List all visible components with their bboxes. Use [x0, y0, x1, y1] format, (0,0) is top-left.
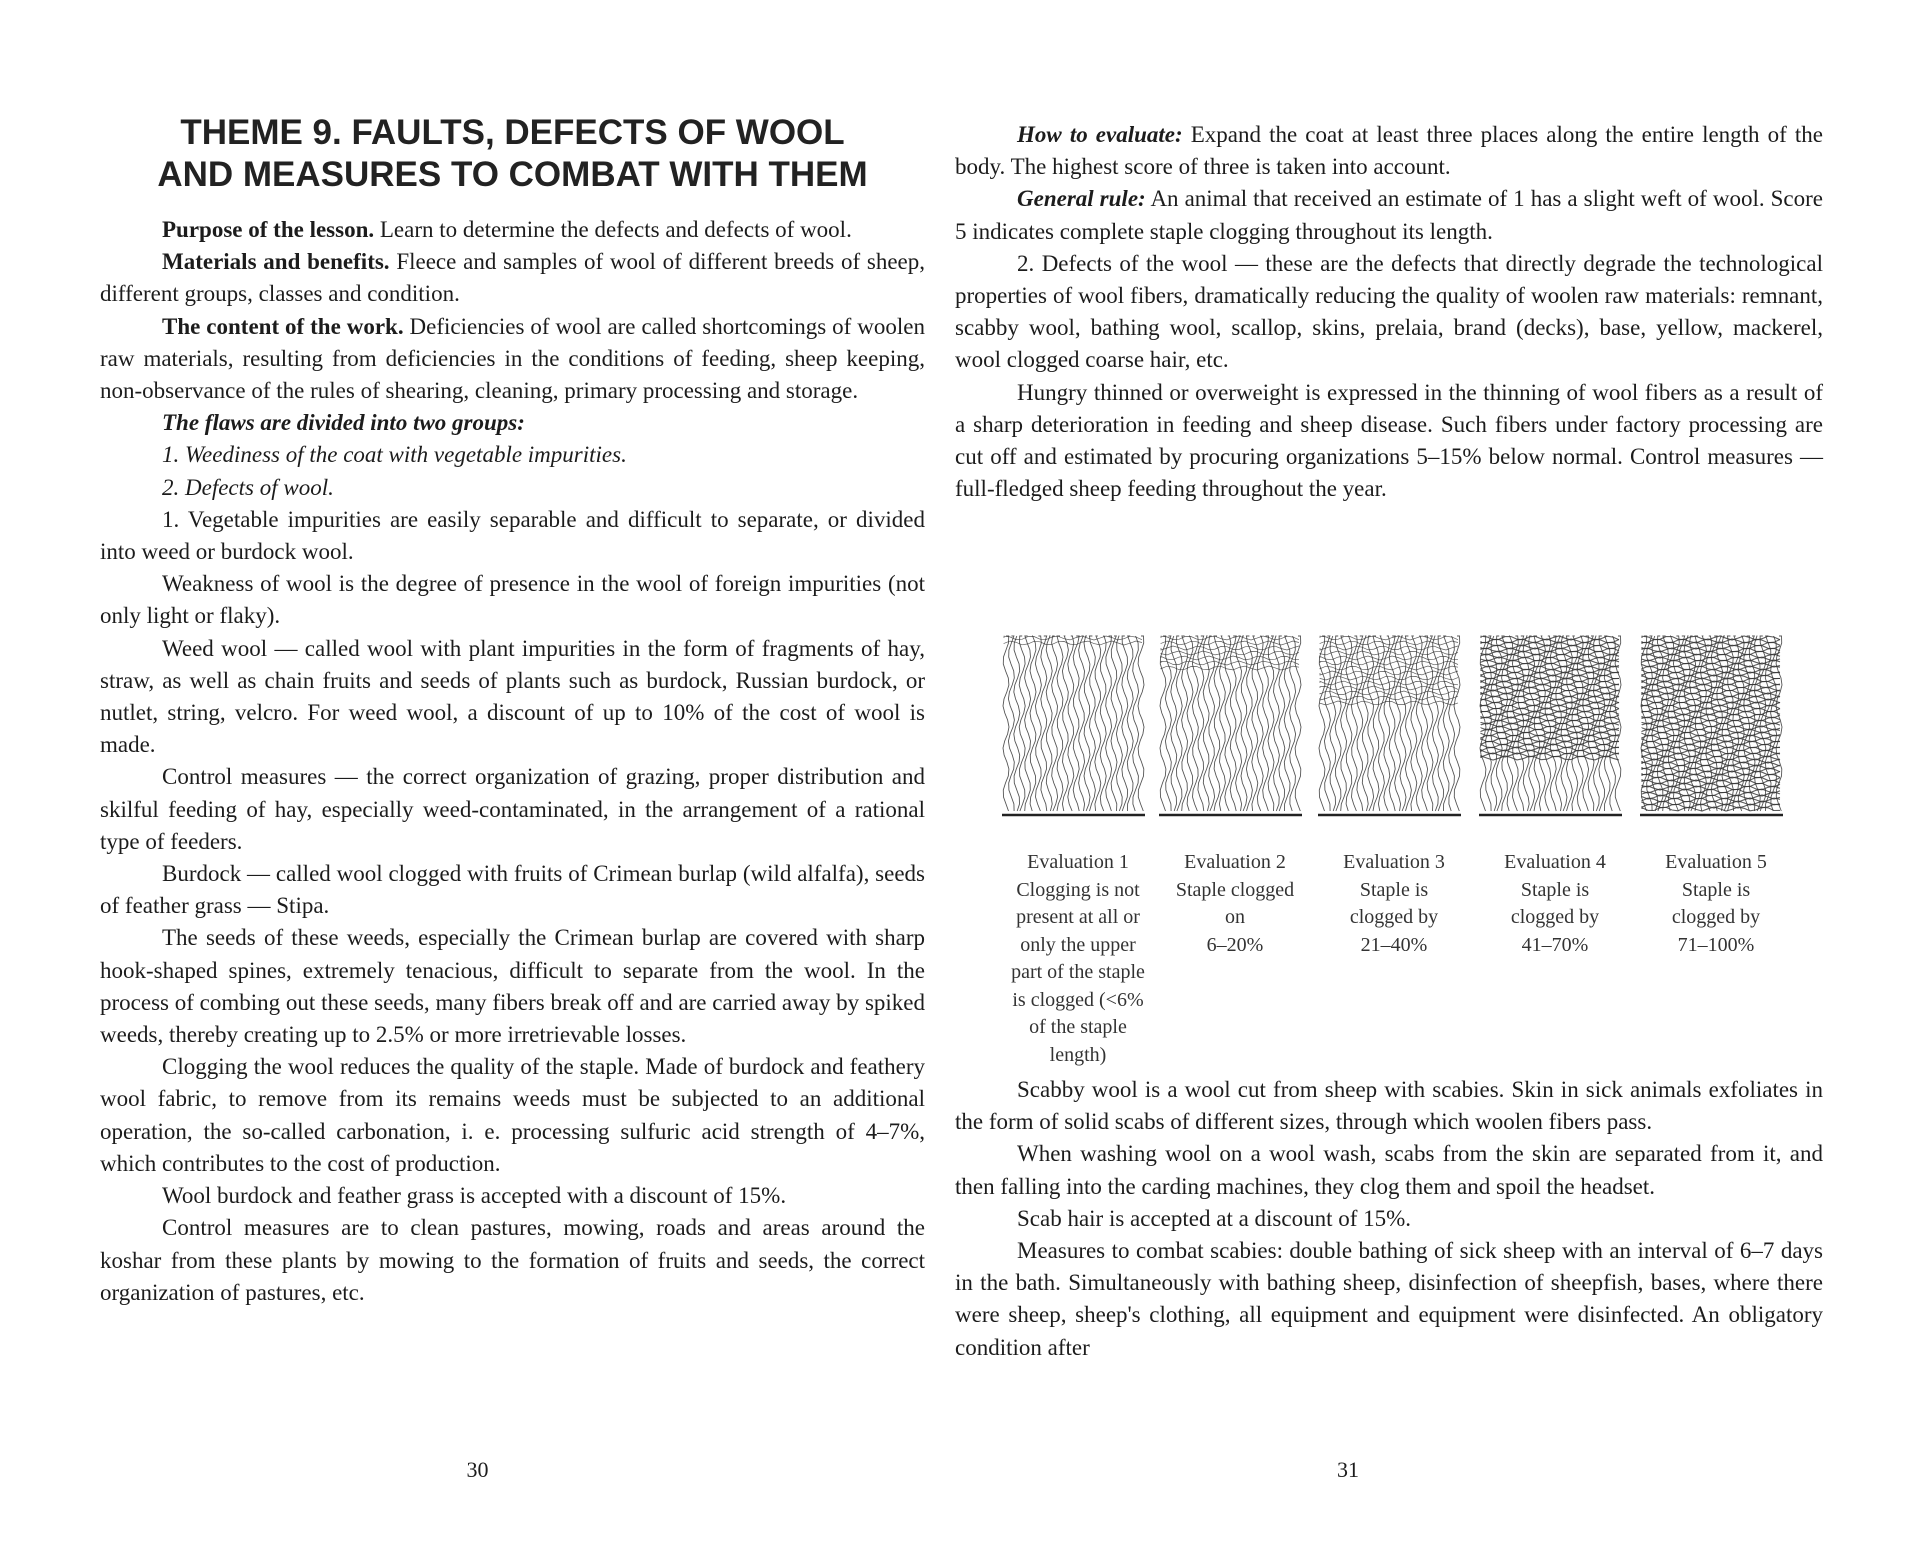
content-label: The content of the work.: [162, 313, 404, 339]
evaluation-line: is clogged (<6%: [1012, 988, 1144, 1011]
staple-fiber: [1236, 636, 1242, 811]
staple-fiber: [1095, 636, 1101, 811]
how-to-evaluate-paragraph: [955, 119, 1823, 183]
evaluation-line: 71–100%: [1677, 933, 1755, 956]
content-paragraph: [100, 311, 925, 408]
staple-fiber: [1335, 636, 1341, 811]
clogging-hatch: [1642, 651, 1780, 655]
staple-fiber: [1106, 636, 1112, 811]
evaluation-line: Clogging is not: [1016, 878, 1140, 901]
staple-fiber: [1295, 636, 1301, 811]
staple-fiber: [1008, 636, 1014, 811]
evaluation-title: Evaluation 5: [1665, 851, 1767, 873]
clogging-hatch: [1642, 783, 1780, 787]
clogging-hatch: [1481, 651, 1619, 655]
right-body-text-top: [955, 119, 1823, 505]
clogging-hatch: [1642, 696, 1780, 700]
evaluation-line: Staple clogged: [1175, 878, 1295, 901]
staple-fiber: [1111, 636, 1117, 811]
staple-fiber: [1279, 636, 1285, 811]
staple-fiber: [1122, 636, 1128, 811]
staple-fiber: [1198, 636, 1204, 811]
evaluation-line: clogged by: [1671, 906, 1761, 928]
staple-fiber: [1073, 636, 1079, 811]
evaluation-line: Staple is: [1520, 878, 1590, 901]
clogging-hatch: [1320, 641, 1458, 645]
staple-illustration: [1479, 628, 1622, 823]
evaluation-line: clogged by: [1349, 906, 1439, 928]
evaluation-caption: [1318, 849, 1470, 959]
staple-fiber: [1057, 636, 1063, 811]
staple-fiber: [1030, 636, 1036, 811]
clogging-hatch: [1481, 696, 1619, 700]
evaluation-line: clogged by: [1510, 906, 1600, 928]
evaluation-line: of the staple: [1029, 1016, 1127, 1038]
staple-fiber: [1127, 636, 1133, 811]
group-2: 2. Defects of wool.: [162, 474, 334, 500]
evaluation-line: 6–20%: [1206, 933, 1264, 956]
evaluation-line: part of the staple: [1011, 961, 1145, 983]
clogging-hatch: [1642, 738, 1780, 742]
staple-fiber: [1014, 636, 1020, 811]
staple-fiber: [1041, 636, 1047, 811]
materials-text: Fleece and samples of wool of different breeds of sheep, different groups, classes and condition.: [100, 249, 925, 307]
evaluation-line: only the upper: [1020, 933, 1136, 956]
staple-fiber: [1411, 636, 1417, 811]
clogging-hatch: [1320, 651, 1458, 655]
body-paragraph: Control measures — the correct organization of grazing, proper distribution and skilful feeding of hay, especially weed-contaminated, in the arrangement of a rational type of feeders.: [100, 764, 925, 854]
evaluation-caption: [1159, 849, 1311, 959]
body-paragraph: When washing wool on a wool wash, scabs from the skin are separated from it, and then falling into the carding machines, they clog them and spoil the headset.: [955, 1141, 1823, 1199]
staple-fiber: [1068, 636, 1074, 811]
clogging-hatch: [1161, 651, 1299, 655]
clogging-hatch: [1481, 738, 1619, 742]
how-to-evaluate-label: How to evaluate:: [1017, 122, 1183, 147]
body-paragraph: Wool burdock and feather grass is accepted with a discount of 15%.: [162, 1183, 787, 1209]
theme-title: [100, 112, 925, 196]
evaluation-line: on: [1225, 906, 1245, 928]
purpose-label: Purpose of the lesson.: [162, 217, 375, 242]
evaluation-title: Evaluation 4: [1504, 851, 1606, 873]
staple-fiber: [1019, 636, 1025, 811]
content-text: Deficiencies of wool are called shortcomings of woolen raw materials, resulting from deficiencies in the conditions of feeding, sheep keeping, non-observance of the rules of shearing, cleaning, primary processing and storage.: [100, 313, 925, 404]
clogging-hatch: [1161, 641, 1299, 645]
staple-fiber: [1052, 636, 1058, 811]
staple-fiber: [1378, 636, 1384, 811]
staple-fiber: [1432, 636, 1438, 811]
page-number-left: 30: [466, 1457, 489, 1482]
theme-title-line-1: THEME 9. FAULTS, DEFECTS OF WOOL: [180, 113, 845, 152]
staple-fiber: [1171, 636, 1177, 811]
body-paragraph: Measures to combat scabies: double bathing of sick sheep with an interval of 6–7 days in the bath. Simultaneously with bathing sheep, disinfection of sheepfish, bases, where there were sheep, sheep's clothing, all equipment and equipment were disinfected. An obligatory condition after: [955, 1238, 1823, 1360]
staple-fiber: [1599, 636, 1605, 811]
staple-clogging-figure: [1002, 628, 1772, 1068]
right-body-text-bottom: [955, 1074, 1823, 1364]
staple-fiber: [1246, 636, 1252, 811]
right-page: [955, 0, 1911, 1557]
left-body-text: [100, 214, 925, 1309]
evaluation-line: 41–70%: [1521, 933, 1589, 956]
clogging-hatch: [1642, 693, 1780, 697]
evaluation-caption: [1479, 849, 1631, 959]
staple-fiber: [1395, 636, 1401, 811]
staple-fiber: [1405, 636, 1411, 811]
evaluation-title: Evaluation 2: [1184, 851, 1286, 873]
body-paragraph: Hungry thinned or overweight is expressed in the thinning of wool fibers as a result of a sharp deterioration in feeding and sheep disease. Such fibers under factory processing are cut off and estimated by procuring organizations 5–15% below normal. Control measures — full-fledged sheep feeding throughout the year.: [955, 379, 1823, 502]
materials-label: Materials and benefits.: [162, 249, 390, 275]
staple-fiber: [1657, 636, 1663, 811]
staple-fiber: [1084, 636, 1090, 811]
staple-fiber: [1138, 636, 1144, 811]
staple-fiber: [1100, 636, 1106, 811]
evaluation-column: [1159, 628, 1311, 959]
staple-fiber: [1330, 636, 1336, 811]
staple-fiber: [1219, 636, 1225, 811]
body-paragraph: Scab hair is accepted at a discount of 15%.: [1017, 1205, 1412, 1231]
theme-title-line-2: AND MEASURES TO COMBAT WITH THEM: [157, 155, 868, 194]
evaluation-title: Evaluation 3: [1343, 851, 1445, 873]
staple-fiber: [1176, 636, 1182, 811]
body-paragraph: 1. Vegetable impurities are easily separable and difficult to separate, or divided into weed or burdock wool.: [100, 506, 925, 565]
staple-illustration: [1159, 628, 1302, 823]
staple-fiber: [1273, 636, 1279, 811]
staple-fiber: [1346, 636, 1352, 811]
staple-fiber: [1252, 636, 1258, 811]
groups-heading: The flaws are divided into two groups:: [162, 410, 525, 436]
evaluation-caption: [1002, 849, 1154, 1069]
staple-fiber: [1454, 636, 1460, 811]
staple-fiber: [1733, 636, 1739, 811]
page-number-right: 31: [1337, 1457, 1359, 1482]
clogging-hatch: [1320, 696, 1458, 700]
staple-illustration: [1318, 628, 1461, 823]
clogging-hatch: [1004, 641, 1142, 645]
staple-fiber: [1089, 636, 1095, 811]
staple-illustration: [1640, 628, 1783, 823]
staple-fiber: [1225, 636, 1231, 811]
materials-paragraph: [100, 246, 925, 310]
purpose-paragraph: [100, 214, 925, 246]
group-1: 1. Weediness of the coat with vegetable impurities.: [162, 442, 627, 468]
staple-illustration: [1002, 628, 1145, 823]
staple-fiber: [1438, 636, 1444, 811]
evaluation-title: Evaluation 1: [1027, 851, 1129, 873]
evaluation-column: [1479, 628, 1631, 959]
staple-fiber: [1062, 636, 1068, 811]
general-rule-label: General rule:: [1017, 186, 1146, 212]
staple-fiber: [1046, 636, 1052, 811]
body-paragraph: 2. Defects of the wool — these are the defects that directly degrade the technological properties of wool fibers, dramatically reducing the quality of woolen raw materials: remnant, scabby wool, bathing wool, scallop, skins, prelaia, brand (decks), base, yellow, mackerel, wool clogged coarse hair, etc.: [955, 250, 1823, 373]
staple-fiber: [1572, 636, 1578, 811]
staple-fiber: [1384, 636, 1390, 811]
left-page: [0, 0, 955, 1557]
evaluation-column: [1318, 628, 1470, 959]
general-rule-paragraph: [955, 183, 1823, 247]
staple-fiber: [1025, 636, 1031, 811]
clogging-hatch: [1481, 693, 1619, 697]
clogging-hatch: [1642, 684, 1780, 688]
staple-fiber: [1523, 636, 1529, 811]
how-to-evaluate-text: Expand the coat at least three places along the entire length of the body. The highest score of three is taken into account.: [955, 122, 1823, 180]
staple-fiber: [1357, 636, 1363, 811]
body-paragraph: Scabby wool is a wool cut from sheep with scabies. Skin in sick animals exfoliates in the form of solid scabs of different sizes, through which woolen fibers pass.: [955, 1077, 1823, 1135]
evaluation-line: Staple is: [1681, 878, 1751, 901]
evaluation-line: 21–40%: [1360, 933, 1428, 956]
staple-fiber: [1496, 636, 1502, 811]
body-paragraph: Weed wool — called wool with plant impurities in the form of fragments of hay, straw, as well as chain fruits and seeds of plants such as burdock, Russian burdock, or nutlet, string, velcro. For weed wool, a discount of up to 10% of the cost of wool is made.: [100, 635, 925, 758]
evaluation-column: [1002, 628, 1154, 1069]
evaluation-column: [1640, 628, 1792, 959]
staple-fiber: [1079, 636, 1085, 811]
evaluation-line: length): [1049, 1043, 1107, 1066]
body-paragraph: The seeds of these weeds, especially the Crimean burlap are covered with sharp hook-shaped spines, extremely tenacious, difficult to separate from the wool. In the process of combing out these seeds, many fibers break off and are carried away by spiked weeds, thereby creating up to 2.5% or more irretrievable losses.: [100, 925, 925, 1048]
body-paragraph: Clogging the wool reduces the quality of the staple. Made of burdock and feathery wool fabric, to remove from its remains weeds must be subjected to an additional operation, the so-called carbonation, i. e. processing sulfuric acid strength of 4–7%, which contributes to the cost of production.: [100, 1054, 925, 1176]
purpose-text: Learn to determine the defects and defects of wool.: [374, 217, 852, 242]
staple-fiber: [1187, 636, 1193, 811]
staple-fiber: [1035, 636, 1041, 811]
evaluation-caption: [1640, 849, 1792, 959]
clogging-hatch: [1481, 684, 1619, 688]
body-paragraph: Control measures are to clean pastures, mowing, roads and areas around the koshar from these plants by mowing to the formation of fruits and seeds, the correct organization of pastures, etc.: [100, 1215, 925, 1305]
evaluation-line: present at all or: [1016, 906, 1140, 928]
body-paragraph: Burdock — called wool clogged with fruits of Crimean burlap (wild alfalfa), seeds of feather grass — Stipa.: [100, 861, 925, 919]
staple-fiber: [1133, 636, 1139, 811]
staple-fiber: [1003, 636, 1009, 811]
general-rule-text: An animal that received an estimate of 1 has a slight weft of wool. Score 5 indicates complete staple clogging throughout its length.: [955, 186, 1823, 244]
evaluation-line: Staple is: [1359, 878, 1429, 901]
body-paragraph: Weakness of wool is the degree of presence in the wool of foreign impurities (not only light or flaky).: [100, 571, 925, 629]
staple-fiber: [1116, 636, 1122, 811]
